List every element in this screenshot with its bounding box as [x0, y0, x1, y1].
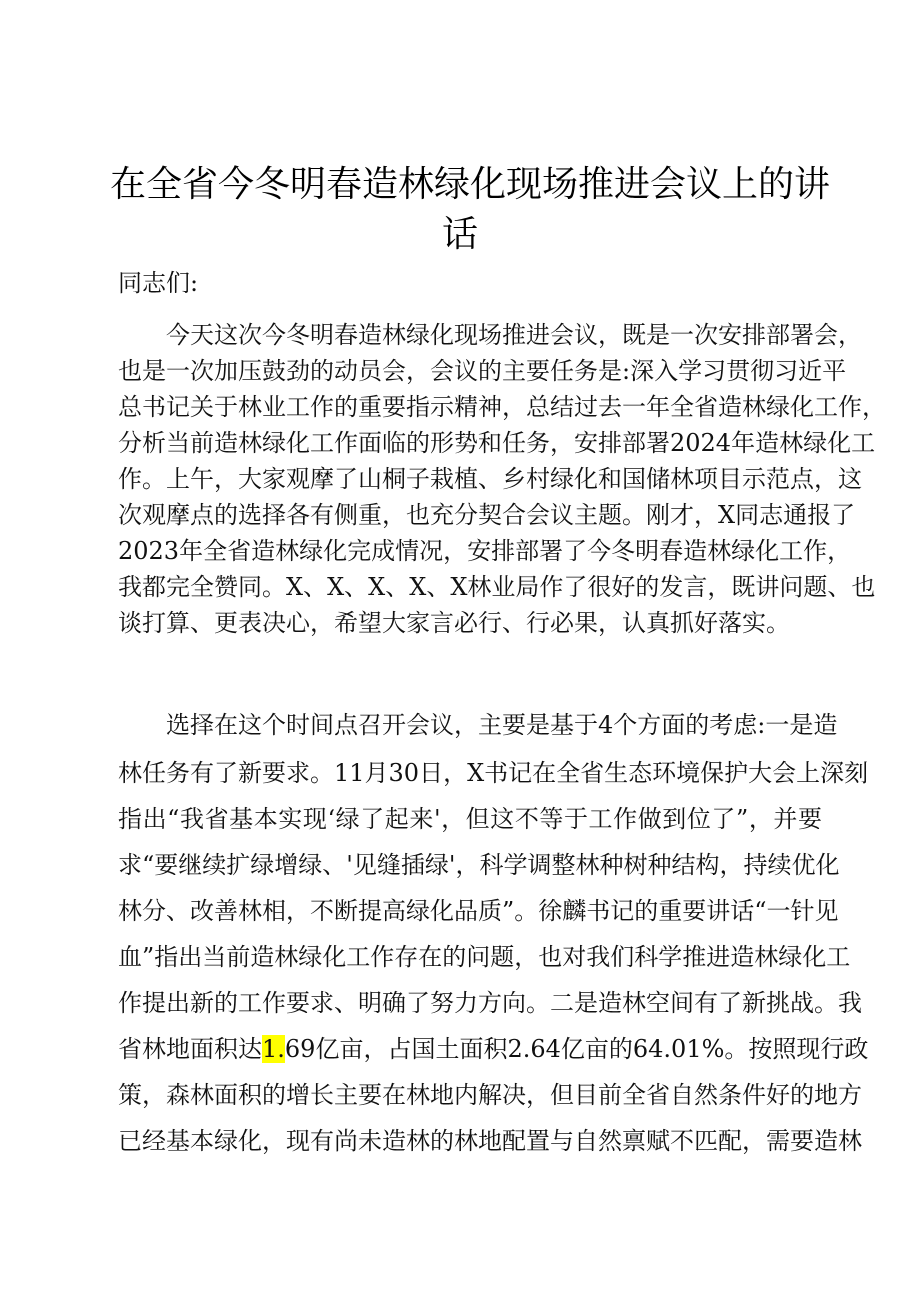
paragraph-2-line: 策，森林面积的增长主要在林地内解决，但目前全省自然条件好的地方 — [118, 1081, 862, 1109]
paragraph-2-line: 求“要继续扩绿增绿、'见缝插绿'，科学调整林种树种结构，持续优化 — [118, 851, 840, 879]
text-run: 69亿亩，占国土面积2.64亿亩的64.01%。按照现行政 — [284, 1035, 869, 1063]
paragraph-2-highlight-line — [118, 1032, 869, 1066]
paragraph-2-line: 血”指出当前造林绿化工作存在的问题，也对我们科学推进造林绿化工 — [118, 943, 851, 971]
paragraph-2-line: 指出“我省基本实现‘绿了起来'，但这不等于工作做到位了”，并要 — [118, 805, 822, 833]
paragraph-2-line: 林任务有了新要求。11月30日，X书记在全省生态环境保护大会上深刻 — [118, 759, 869, 787]
paragraph-1-line: 作。上午，大家观摩了山桐子栽植、乡村绿化和国储林项目示范点，这 — [118, 465, 862, 493]
paragraph-1-line: 也是一次加压鼓劲的动员会，会议的主要任务是:深入学习贯彻习近平 — [118, 357, 847, 385]
salutation: 同志们: — [118, 269, 199, 297]
paragraph-2-line: 已经基本绿化，现有尚未造林的林地配置与自然禀赋不匹配，需要造林 — [118, 1127, 862, 1155]
paragraph-2-line: 作提出新的工作要求、明确了努力方向。二是造林空间有了新挑战。我 — [118, 989, 862, 1017]
highlighted-text: 1. — [262, 1035, 285, 1063]
paragraph-1-line: 分析当前造林绿化工作面临的形势和任务，安排部署2024年造林绿化工 — [118, 429, 876, 457]
paragraph-1-line: 2023年全省造林绿化完成情况，安排部署了今冬明春造林绿化工作， — [118, 537, 852, 565]
paragraph-2-line: 选择在这个时间点召开会议，主要是基于4个方面的考虑:一是造 — [166, 711, 838, 739]
paragraph-1-line: 谈打算、更表决心，希望大家言必行、行必果，认真抓好落实。 — [118, 609, 790, 637]
paragraph-1-line: 我都完全赞同。X、X、X、X、X林业局作了很好的发言，既讲问题、也 — [118, 573, 876, 601]
paragraph-1-line: 次观摩点的选择各有侧重，也充分契合会议主题。刚才，X同志通报了 — [118, 501, 856, 529]
document-title-line-2: 话 — [441, 214, 478, 255]
paragraph-1-line: 总书记关于林业工作的重要指示精神，总结过去一年全省造林绿化工作， — [118, 393, 886, 421]
document-title-line-1: 在全省今冬明春造林绿化现场推进会议上的讲 — [110, 164, 831, 205]
text-run: 省林地面积达 — [118, 1035, 262, 1063]
paragraph-1-line: 今天这次今冬明春造林绿化现场推进会议，既是一次安排部署会， — [166, 321, 862, 349]
paragraph-2-line: 林分、改善林相，不断提高绿化品质”。徐麟书记的重要讲话“一针见 — [118, 897, 839, 925]
